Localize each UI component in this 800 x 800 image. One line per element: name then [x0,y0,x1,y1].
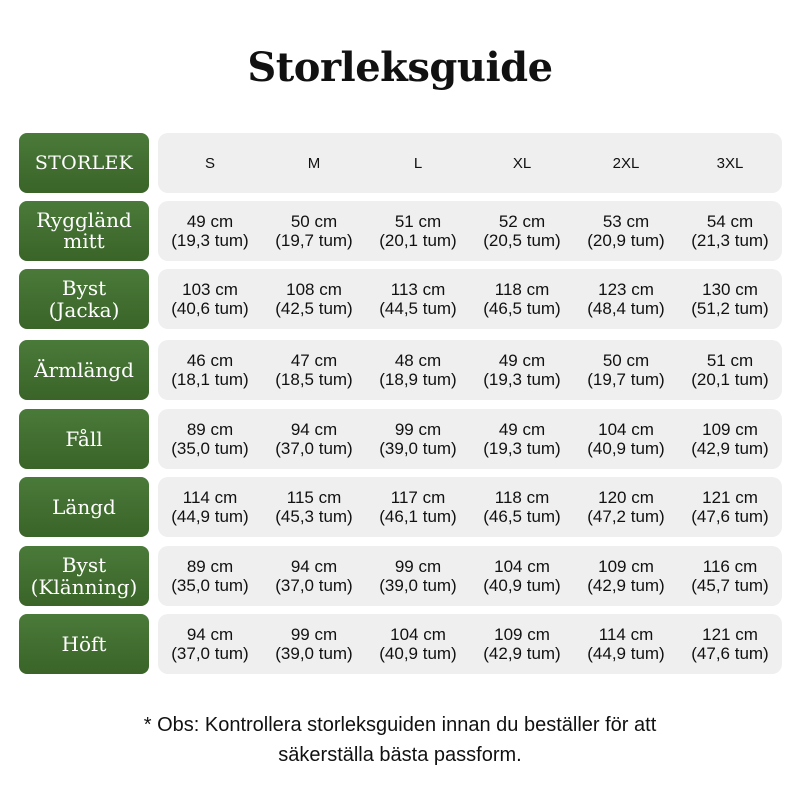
row-label-text [31,554,138,598]
cell-cm-value: 104 cm [494,557,550,576]
cell-inch-value: (20,5 tum) [483,231,561,250]
cell-cm-value: 99 cm [290,625,338,644]
table-cell [262,340,366,400]
cell-inch-value: (45,3 tum) [275,507,353,526]
table-cell [678,340,782,400]
cell-inch-value: (39,0 tum) [275,644,353,663]
table-row [19,614,782,674]
table-cell [470,409,574,469]
table-cell [366,409,470,469]
size-header-m: M [307,154,321,172]
row-label [19,546,149,606]
table-cell [574,340,678,400]
cell-cm-value: 89 cm [186,557,234,576]
table-cell [366,546,470,606]
cell-cm-value: 115 cm [286,488,342,507]
cell-cm-value: 49 cm [498,420,546,439]
cell-inch-value: (51,2 tum) [691,299,769,318]
table-cell [366,614,470,674]
cell-cm-value: 89 cm [186,420,234,439]
cell-cm-value: 104 cm [598,420,654,439]
cell-inch-value: (19,3 tum) [483,370,561,389]
page-title: Storleksguide [247,44,553,91]
cell-inch-value: (47,6 tum) [691,507,769,526]
cell-inch-value: (19,7 tum) [275,231,353,250]
cell-inch-value: (46,5 tum) [483,299,561,318]
cell-cm-value: 109 cm [494,625,550,644]
cell-cm-value: 108 cm [286,280,342,299]
cell-cm-value: 46 cm [186,351,234,370]
cell-inch-value: (40,6 tum) [171,299,249,318]
cell-cm-value: 47 cm [290,351,338,370]
cell-inch-value: (44,9 tum) [587,644,665,663]
table-cell [574,409,678,469]
cell-inch-value: (46,5 tum) [483,507,561,526]
table-cell [470,201,574,261]
cell-cm-value: 94 cm [290,420,338,439]
table-cell [678,269,782,329]
table-cell [470,614,574,674]
size-header-row [19,133,782,193]
table-cell [158,269,262,329]
cell-inch-value: (37,0 tum) [275,439,353,458]
row-cells [158,477,782,537]
cell-inch-value: (40,9 tum) [379,644,457,663]
cell-inch-value: (42,9 tum) [587,576,665,595]
cell-inch-value: (19,3 tum) [483,439,561,458]
cell-inch-value: (20,1 tum) [691,370,769,389]
cell-inch-value: (20,1 tum) [379,231,457,250]
cell-cm-value: 118 cm [494,280,550,299]
cell-inch-value: (35,0 tum) [171,576,249,595]
footnote-line: säkerställa bästa passform. [278,744,522,766]
cell-cm-value: 130 cm [702,280,758,299]
cell-inch-value: (42,9 tum) [483,644,561,663]
cell-cm-value: 48 cm [394,351,442,370]
cell-cm-value: 54 cm [706,212,754,231]
cell-inch-value: (45,7 tum) [691,576,769,595]
table-cell [678,477,782,537]
row-label-line: Fåll [65,426,103,451]
cell-cm-value: 109 cm [598,557,654,576]
footnote-line: * Obs: Kontrollera storleksguiden innan du beställer för att [143,714,657,736]
cell-cm-value: 53 cm [602,212,650,231]
table-cell [366,201,470,261]
cell-inch-value: (40,9 tum) [483,576,561,595]
row-label [19,269,149,329]
row-label-text [61,631,107,656]
cell-cm-value: 123 cm [598,280,654,299]
cell-cm-value: 99 cm [394,557,442,576]
table-cell [678,201,782,261]
cell-cm-value: 104 cm [390,625,446,644]
cell-cm-value: 117 cm [390,488,446,507]
size-header-s: S [204,154,215,172]
size-header-3xl: 3XL [716,154,744,172]
row-label [19,409,149,469]
cell-inch-value: (35,0 tum) [171,439,249,458]
cell-inch-value: (47,2 tum) [587,507,665,526]
table-cell [158,614,262,674]
table-cell [678,546,782,606]
cell-cm-value: 50 cm [602,351,650,370]
cell-cm-value: 50 cm [290,212,338,231]
row-label-text [52,494,116,519]
cell-cm-value: 116 cm [702,557,758,576]
cell-cm-value: 114 cm [182,488,238,507]
table-cell [574,269,678,329]
cell-cm-value: 52 cm [498,212,546,231]
cell-cm-value: 49 cm [186,212,234,231]
table-cell [158,546,262,606]
table-cell [158,340,262,400]
cell-cm-value: 120 cm [598,488,654,507]
table-cell [158,201,262,261]
row-cells [158,614,782,674]
cell-inch-value: (37,0 tum) [171,644,249,663]
cell-inch-value: (18,9 tum) [379,370,457,389]
cell-inch-value: (44,5 tum) [379,299,457,318]
cell-cm-value: 121 cm [702,625,758,644]
row-label-line: Höft [61,631,107,656]
row-cells [158,340,782,400]
row-cells [158,201,782,261]
size-header-label: STORLEK [19,133,149,193]
table-row [19,340,782,400]
row-label-line: (Jacka) [48,298,120,322]
table-cell [470,269,574,329]
table-row [19,546,782,606]
size-header-cells [158,133,782,193]
row-label [19,340,149,400]
table-cell [574,546,678,606]
table-cell [262,546,366,606]
row-label-line: Ryggländ [36,208,132,232]
cell-inch-value: (40,9 tum) [587,439,665,458]
table-cell [366,477,470,537]
table-cell [470,546,574,606]
cell-inch-value: (44,9 tum) [171,507,249,526]
cell-cm-value: 99 cm [394,420,442,439]
row-label-line: Längd [52,494,116,519]
table-cell [262,269,366,329]
cell-cm-value: 113 cm [390,280,446,299]
size-header-l: L [413,154,423,172]
cell-cm-value: 121 cm [702,488,758,507]
table-cell [574,614,678,674]
table-cell [470,340,574,400]
cell-cm-value: 51 cm [706,351,754,370]
cell-cm-value: 103 cm [182,280,238,299]
row-label-line: Byst [61,276,107,300]
cell-inch-value: (21,3 tum) [691,231,769,250]
cell-inch-value: (19,3 tum) [171,231,249,250]
table-cell [366,340,470,400]
cell-cm-value: 49 cm [498,351,546,370]
footnote [0,710,800,770]
cell-cm-value: 51 cm [394,212,442,231]
table-row [19,269,782,329]
row-label [19,201,149,261]
cell-inch-value: (42,9 tum) [691,439,769,458]
row-label-line: Ärmlängd [34,357,134,382]
table-cell [574,201,678,261]
size-header-2xl: 2XL [612,154,640,172]
cell-cm-value: 118 cm [494,488,550,507]
row-label-line: Byst [61,553,107,577]
table-cell [262,409,366,469]
cell-inch-value: (48,4 tum) [587,299,665,318]
row-cells [158,409,782,469]
row-label [19,614,149,674]
cell-cm-value: 114 cm [598,625,654,644]
row-label-line: (Klänning) [30,575,138,599]
cell-cm-value: 94 cm [290,557,338,576]
cell-inch-value: (20,9 tum) [587,231,665,250]
row-label-text [49,277,120,321]
table-cell [158,409,262,469]
cell-inch-value: (37,0 tum) [275,576,353,595]
size-header-xl: XL [512,154,532,172]
cell-inch-value: (18,5 tum) [275,370,353,389]
row-label-text [65,426,103,451]
row-cells [158,546,782,606]
table-cell [678,614,782,674]
row-label-line: mitt [63,229,105,253]
table-cell [158,477,262,537]
row-label [19,477,149,537]
table-row [19,477,782,537]
table-cell [262,614,366,674]
cell-inch-value: (39,0 tum) [379,439,457,458]
table-row [19,409,782,469]
table-cell [678,409,782,469]
cell-inch-value: (19,7 tum) [587,370,665,389]
table-row [19,201,782,261]
row-label-text [34,357,134,382]
table-cell [366,269,470,329]
table-cell [262,477,366,537]
cell-inch-value: (39,0 tum) [379,576,457,595]
cell-inch-value: (18,1 tum) [171,370,249,389]
row-cells [158,269,782,329]
cell-cm-value: 109 cm [702,420,758,439]
table-cell [470,477,574,537]
table-cell [262,201,366,261]
cell-inch-value: (47,6 tum) [691,644,769,663]
row-label-text [36,210,132,252]
cell-cm-value: 94 cm [186,625,234,644]
cell-inch-value: (42,5 tum) [275,299,353,318]
cell-inch-value: (46,1 tum) [379,507,457,526]
table-cell [574,477,678,537]
